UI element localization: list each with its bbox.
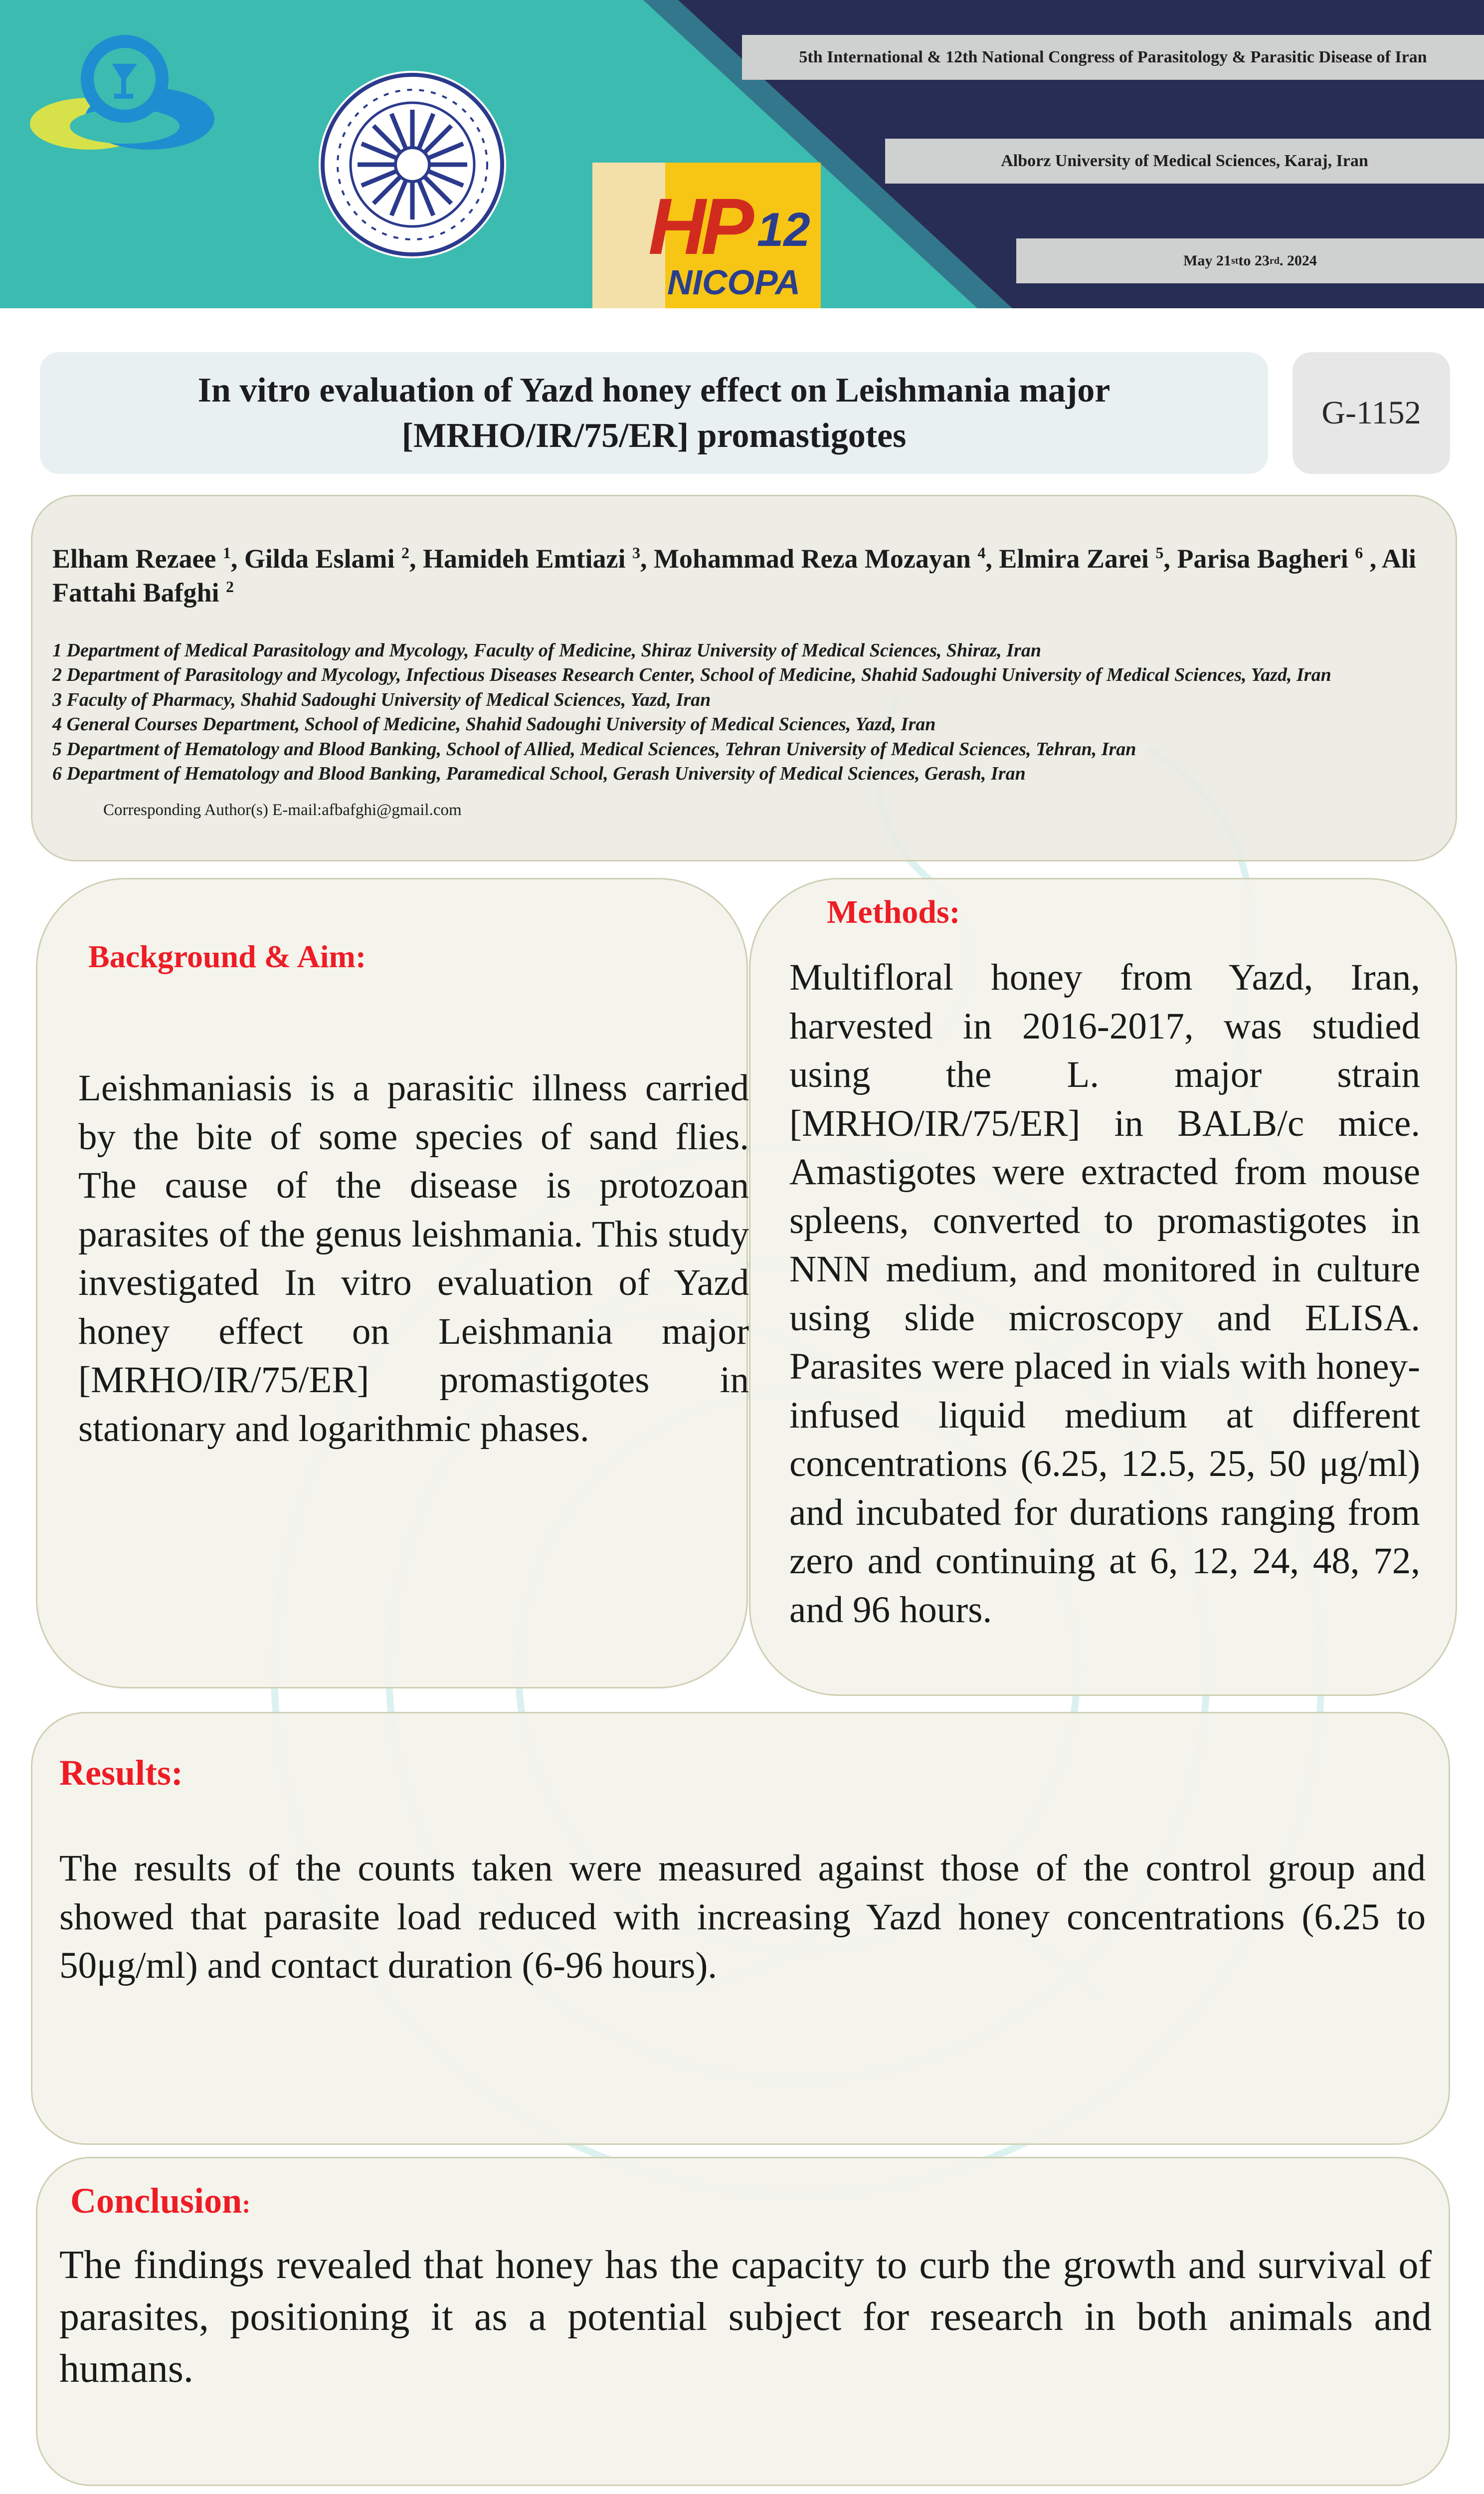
author-affiliation-number: 4 <box>977 544 986 562</box>
date-end-suffix: rd <box>1269 255 1280 266</box>
congress-name-bar: 5th International & 12th National Congress of Parasitology & Parasitic Disease of Iran <box>742 35 1484 80</box>
background-aim-heading: Background & Aim: <box>88 939 367 974</box>
methods-text: Multifloral honey from Yazd, Iran, harvested in 2016-2017, was studied using the L. major strain [MRHO/IR/75/ER] in BALB/c mice. Amastigotes were extracted from mouse spleens, converted to promastigotes in NNN medium, and monitored in culture using slide microscopy and ELISA. Parasites were placed in vials with honey-infused liquid medium at different concentrations (6.25, 12.5, 25, 50 μg/ml) and incubated for durations ranging from zero and continuing at 6, 12, 24, 48, 72, and 96 hours. <box>789 957 1420 1631</box>
date-year: . 2024 <box>1279 252 1317 269</box>
author-list <box>52 542 1441 610</box>
affiliation-item: 1 Department of Medical Parasitology and Mycology, Faculty of Medicine, Shiraz University of Medical Sciences, Shiraz, Iran <box>52 640 1041 661</box>
author-separator: , <box>1163 544 1177 574</box>
date-bar <box>1016 238 1484 283</box>
affiliation-item: 3 Faculty of Pharmacy, Shahid Sadoughi University of Medical Sciences, Yazd, Iran <box>52 689 711 710</box>
author-affiliation-number: 1 <box>222 544 231 562</box>
author-separator: , <box>985 544 999 574</box>
venue-bar: Alborz University of Medical Sciences, Karaj, Iran <box>885 139 1484 184</box>
background-aim-text: Leishmaniasis is a parasitic illness carried by the bite of some species of sand flies. The cause of the disease is protozoan parasites of the genus leishmania. This study investigated In vitro evaluation of Yazd honey effect on Leishmania major [MRHO/IR/75/ER] promastigotes in stationary and logarithmic phases. <box>78 1067 749 1450</box>
author-affiliation-number: 6 <box>1355 544 1363 562</box>
author-separator: , <box>409 544 423 574</box>
conclusion-heading-label: Conclusion <box>70 2181 242 2221</box>
conclusion-panel <box>36 2157 1450 2486</box>
nicopa-logo-number: 12 <box>757 203 810 256</box>
nicopa-logo-text: NICOPA <box>667 263 801 302</box>
affiliation-list <box>52 638 1369 786</box>
affiliation-item: 5 Department of Hematology and Blood Banking, School of Allied, Medical Sciences, Tehran University of Medical Sciences, Tehran, Iran <box>52 738 1136 760</box>
author-name: Parisa Bagheri <box>1177 544 1355 574</box>
corresponding-author-email: Corresponding Author(s) E-mail:afbafghi@gmail.com <box>103 801 462 820</box>
background-aim-panel <box>36 878 748 1688</box>
author-name: Ali Fattahi Bafghi <box>52 544 1416 608</box>
iranian-society-of-parasitology-seal <box>315 67 510 262</box>
results-heading: Results: <box>59 1753 183 1793</box>
author-separator: , <box>1363 544 1382 574</box>
title-panel <box>40 352 1268 474</box>
conclusion-heading <box>70 2180 250 2222</box>
header-banner <box>0 0 1484 308</box>
nicopa-logo-mark: HP <box>648 182 749 271</box>
author-affiliation-number: 5 <box>1155 544 1164 562</box>
author-affiliation-number: 2 <box>401 544 409 562</box>
author-affiliation-number: 2 <box>226 577 234 596</box>
conclusion-heading-colon: : <box>242 2190 251 2219</box>
congress-swirl-logo <box>25 19 224 179</box>
results-text: The results of the counts taken were measured against those of the control group and showed that parasite load reduced with increasing Yazd honey concentrations (6.25 to 50μg/ml) and contact duration (6-96 hours). <box>59 1848 1426 1986</box>
authors-panel <box>31 495 1457 861</box>
author-name: Hamideh Emtiazi <box>422 544 632 574</box>
methods-heading: Methods: <box>827 894 960 930</box>
author-affiliation-number: 3 <box>632 544 640 562</box>
author-separator: , <box>640 544 654 574</box>
poster-code-badge: G-1152 <box>1293 352 1450 474</box>
author-name: Gilda Eslami <box>244 544 401 574</box>
date-start: May 21 <box>1183 252 1231 269</box>
author-name: Elmira Zarei <box>999 544 1156 574</box>
results-panel <box>31 1712 1450 2145</box>
date-start-suffix: st <box>1231 255 1239 266</box>
author-separator: , <box>230 544 244 574</box>
author-name: Mohammad Reza Mozayan <box>653 544 978 574</box>
nicopa-logo <box>592 163 821 308</box>
affiliation-item: 2 Department of Parasitology and Mycology, Infectious Diseases Research Center, School of Medicine, Shahid Sadoughi University of Medical Sciences, Yazd, Iran <box>52 664 1331 686</box>
affiliation-item: 6 Department of Hematology and Blood Banking, Paramedical School, Gerash University of Medical Sciences, Gerash, Iran <box>52 763 1026 784</box>
date-end: to 23 <box>1238 252 1270 269</box>
conclusion-text: The findings revealed that honey has the capacity to curb the growth and survival of parasites, positioning it as a potential subject for research in both animals and humans. <box>59 2243 1432 2391</box>
affiliation-item: 4 General Courses Department, School of Medicine, Shahid Sadoughi University of Medical Sciences, Yazd, Iran <box>52 714 936 735</box>
author-name: Elham Rezaee <box>52 544 223 574</box>
methods-panel <box>749 878 1457 1696</box>
poster-title: In vitro evaluation of Yazd honey effect on Leishmania major [MRHO/IR/75/ER] promastigotes <box>197 371 1111 455</box>
